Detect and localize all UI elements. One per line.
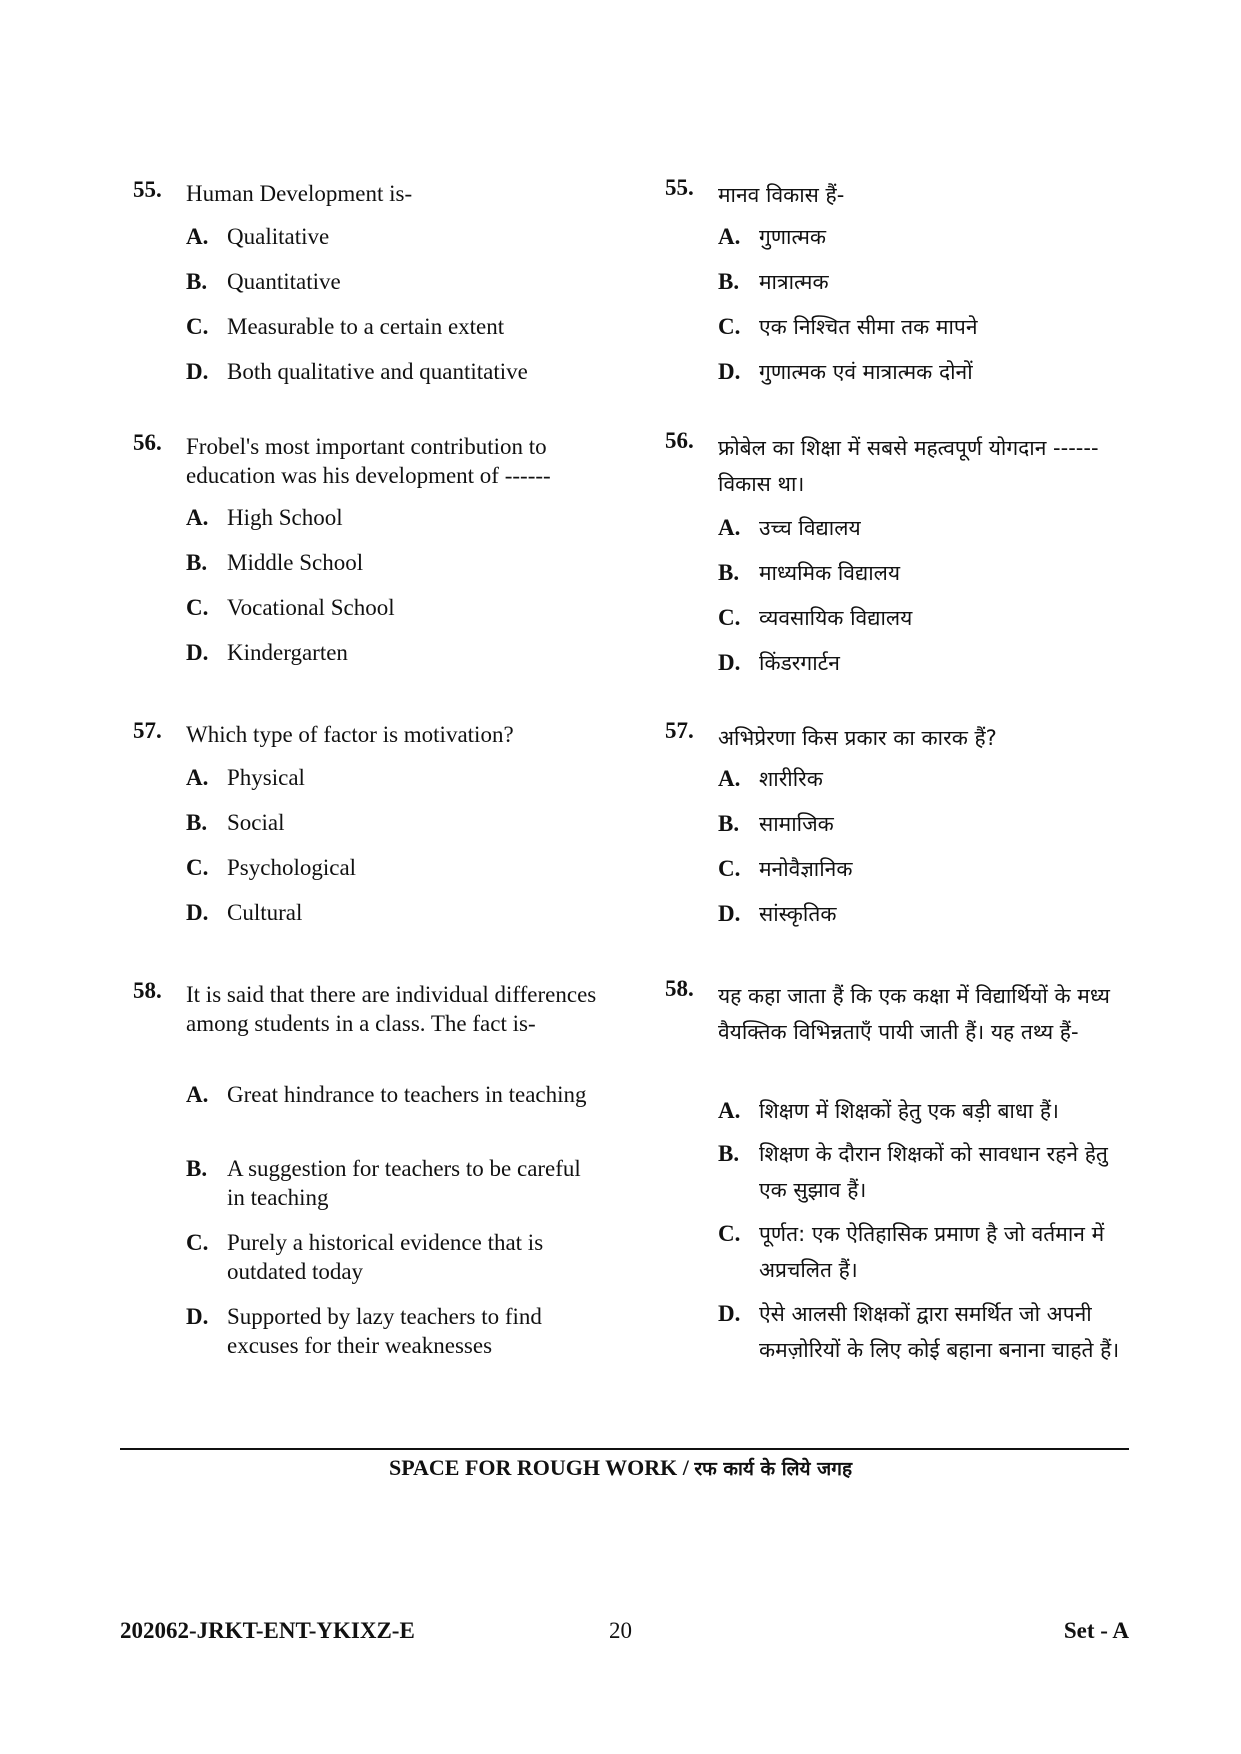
rough-work-heading (0, 1455, 1241, 1481)
question-number: 58. (133, 978, 162, 1003)
question-number: 57. (133, 718, 162, 743)
rough-work-english: SPACE FOR ROUGH WORK / (388, 1455, 695, 1480)
question-text: मानव विकास हैं- (718, 183, 845, 207)
question-number: 55. (665, 175, 694, 200)
question-text: Human Development is- (186, 181, 413, 206)
question-number: 57. (665, 718, 694, 743)
question-text: Frobel's most important contribution to education was his development of ------ (186, 434, 551, 488)
page-number: 20 (609, 1618, 632, 1643)
question-text: It is said that there are individual differences among students in a class. The fact is- (186, 982, 597, 1036)
rough-work-hindi: रफ कार्य के लिये जगह (694, 1458, 853, 1480)
paper-code: 202062-JRKT-ENT-YKIXZ-E (120, 1618, 415, 1643)
set-label: Set - A (1063, 1618, 1129, 1643)
question-number: 56. (133, 430, 162, 455)
question-text: अभिप्रेरणा किस प्रकार का कारक हैं? (718, 726, 997, 750)
question-text: Which type of factor is motivation? (186, 722, 514, 747)
question-number: 55. (133, 177, 162, 202)
question-number: 56. (665, 428, 694, 453)
question-text: फ्रोबेल का शिक्षा में सबसे महत्वपूर्ण योगदान ------ विकास था। (718, 436, 1099, 496)
rough-work-divider (120, 1448, 1129, 1450)
question-number: 58. (665, 976, 694, 1001)
question-text: यह कहा जाता हैं कि एक कक्षा में विद्यार्थियों के मध्य वैयक्तिक विभिन्नताएँ पायी जाती हैं। यह तथ्य हैं- (718, 984, 1110, 1044)
